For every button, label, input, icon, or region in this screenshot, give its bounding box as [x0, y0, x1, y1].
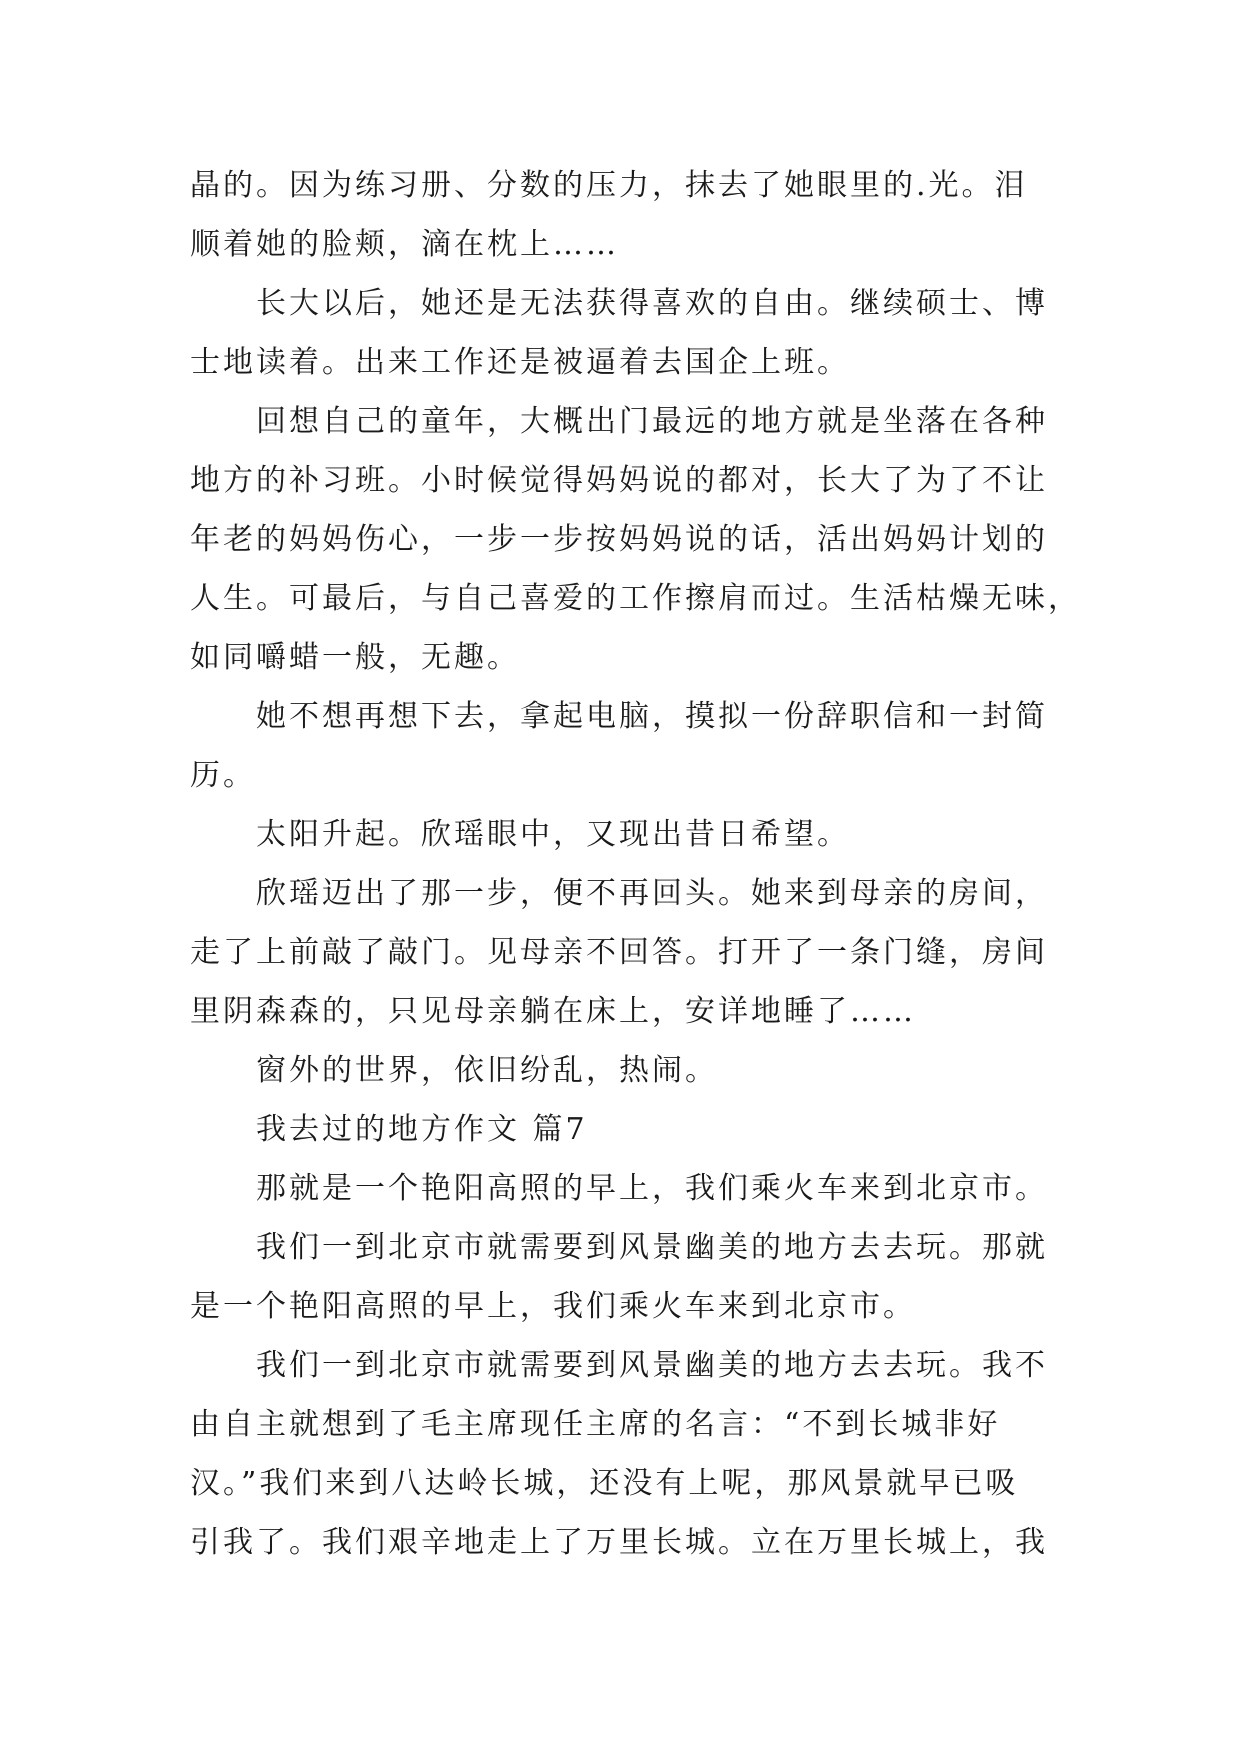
text-line: 人生。可最后，与自己喜爱的工作擦肩而过。生活枯燥无味，	[190, 581, 1081, 616]
section-heading: 我去过的地方作文 篇7	[256, 1112, 588, 1147]
paragraph-start-line: 长大以后，她还是无法获得喜欢的自由。继续硕士、博	[256, 286, 1048, 321]
text-line: 地方的补习班。小时候觉得妈妈说的都对，长大了为了不让	[190, 463, 1048, 498]
text-line: 汉。”我们来到八达岭长城，还没有上呢，那风景就早已吸	[190, 1466, 1019, 1501]
text-line: 走了上前敲了敲门。见母亲不回答。打开了一条门缝，房间	[190, 935, 1048, 970]
text-line: 由自主就想到了毛主席现任主席的名言：“不到长城非好	[190, 1407, 1001, 1442]
paragraph-start-line: 那就是一个艳阳高照的早上，我们乘火车来到北京市。	[256, 1171, 1048, 1206]
paragraph-start-line: 回想自己的童年，大概出门最远的地方就是坐落在各种	[256, 404, 1048, 439]
text-line: 里阴森森的，只见母亲躺在床上，安详地睡了……	[190, 994, 916, 1029]
paragraph-start-line: 太阳升起。欣瑶眼中，又现出昔日希望。	[256, 817, 850, 852]
text-line: 历。	[190, 758, 256, 793]
body-text	[190, 156, 1081, 1572]
text-line: 晶的。因为练习册、分数的压力，抹去了她眼里的.光。泪	[190, 168, 1028, 203]
text-line: 士地读着。出来工作还是被逼着去国企上班。	[190, 345, 850, 380]
paragraph-start-line: 我们一到北京市就需要到风景幽美的地方去去玩。我不	[256, 1348, 1048, 1383]
paragraph-start-line: 我们一到北京市就需要到风景幽美的地方去去玩。那就	[256, 1230, 1048, 1265]
text-line: 年老的妈妈伤心，一步一步按妈妈说的话，活出妈妈计划的	[190, 522, 1048, 557]
text-line: 如同嚼蜡一般，无趣。	[190, 640, 520, 675]
paragraph-start-line: 她不想再想下去，拿起电脑，摸拟一份辞职信和一封简	[256, 699, 1048, 734]
paragraph-start-line: 欣瑶迈出了那一步，便不再回头。她来到母亲的房间，	[256, 876, 1048, 911]
text-line: 是一个艳阳高照的早上，我们乘火车来到北京市。	[190, 1289, 916, 1324]
paragraph-start-line: 窗外的世界，依旧纷乱，热闹。	[256, 1053, 718, 1088]
text-line: 顺着她的脸颊，滴在枕上……	[190, 227, 619, 262]
text-line: 引我了。我们艰辛地走上了万里长城。立在万里长城上，我	[190, 1525, 1048, 1560]
